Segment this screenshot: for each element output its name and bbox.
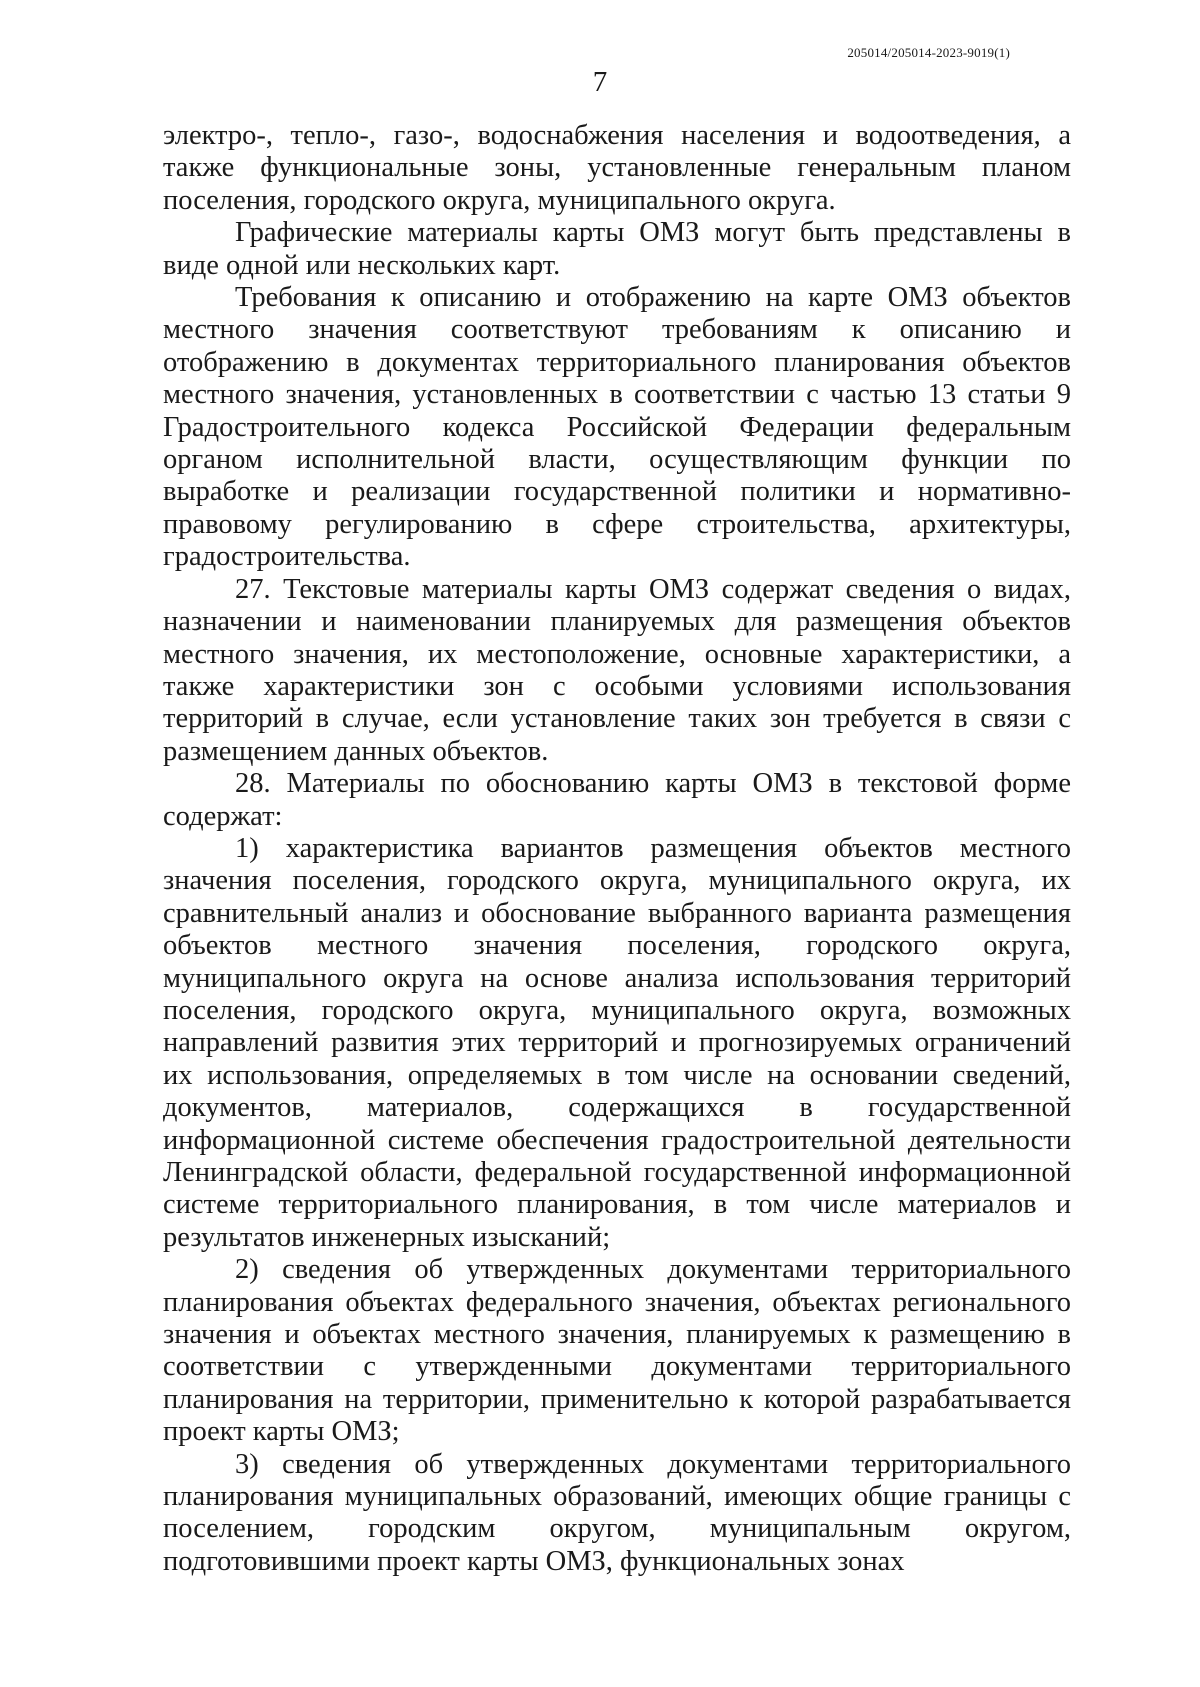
paragraph-subitem-2: 2) сведения об утвержденных документами территориального планирования объектах федерального значения, объектах регионального значения и объектах местного значения, планируемых к размещению в соответствии с утвержденными документами территориального планирования на территории, применительно к которой разрабатывается проект карты ОМЗ; [163,1254,1071,1448]
paragraph-item-28: 28. Материалы по обоснованию карты ОМЗ в текстовой форме содержат: [163,768,1071,832]
paragraph-subitem-3: 3) сведения об утвержденных документами территориального планирования муниципальных образований, имеющих общие границы с поселением, городским округом, муниципальным округом, подготовившими проект карты ОМЗ, функциональных зонах [163,1448,1071,1577]
document-id: 205014/205014-2023-9019(1) [847,45,1010,60]
paragraph-graphic-materials: Графические материалы карты ОМЗ могут быть представлены в виде одной или нескольких карт. [163,217,1071,281]
paragraph-requirements: Требования к описанию и отображению на карте ОМЗ объектов местного значения соответствуют требованиям к описанию и отображению в документах территориального планирования объектов местного значения, установленных в соответствии с частью 13 статьи 9 Градостроительного кодекса Российской Федерации федеральным органом исполнительной власти, осуществляющим функции по выработке и реализации государственной политики и нормативно-правовому регулированию в сфере строительства, архитектуры, градостроительства. [163,282,1071,573]
page-number: 7 [592,66,608,98]
paragraph-continuation: электро-, тепло-, газо-, водоснабжения населения и водоотведения, а также функциональные зоны, установленные генеральным планом поселения, городского округа, муниципального округа. [163,120,1071,216]
document-body [163,120,1071,1578]
paragraph-subitem-1: 1) характеристика вариантов размещения объектов местного значения поселения, городского округа, муниципального округа, их сравнительный анализ и обоснование выбранного варианта размещения объектов местного значения поселения, городского округа, муниципального округа на основе анализа использования территорий поселения, городского округа, муниципального округа, возможных направлений развития этих территорий и прогнозируемых ограничений их использования, определяемых в том числе на основании сведений, документов, материалов, содержащихся в государственной информационной системе обеспечения градостроительной деятельности Ленинградской области, федеральной государственной информационной системе территориального планирования, в том числе материалов и результатов инженерных изысканий; [163,832,1071,1253]
paragraph-item-27: 27. Текстовые материалы карты ОМЗ содержат сведения о видах, назначении и наименовании планируемых для размещения объектов местного значения, их местоположение, основные характеристики, а также характеристики зон с особыми условиями использования территорий в случае, если установление таких зон требуется в связи с размещением данных объектов. [163,573,1071,767]
